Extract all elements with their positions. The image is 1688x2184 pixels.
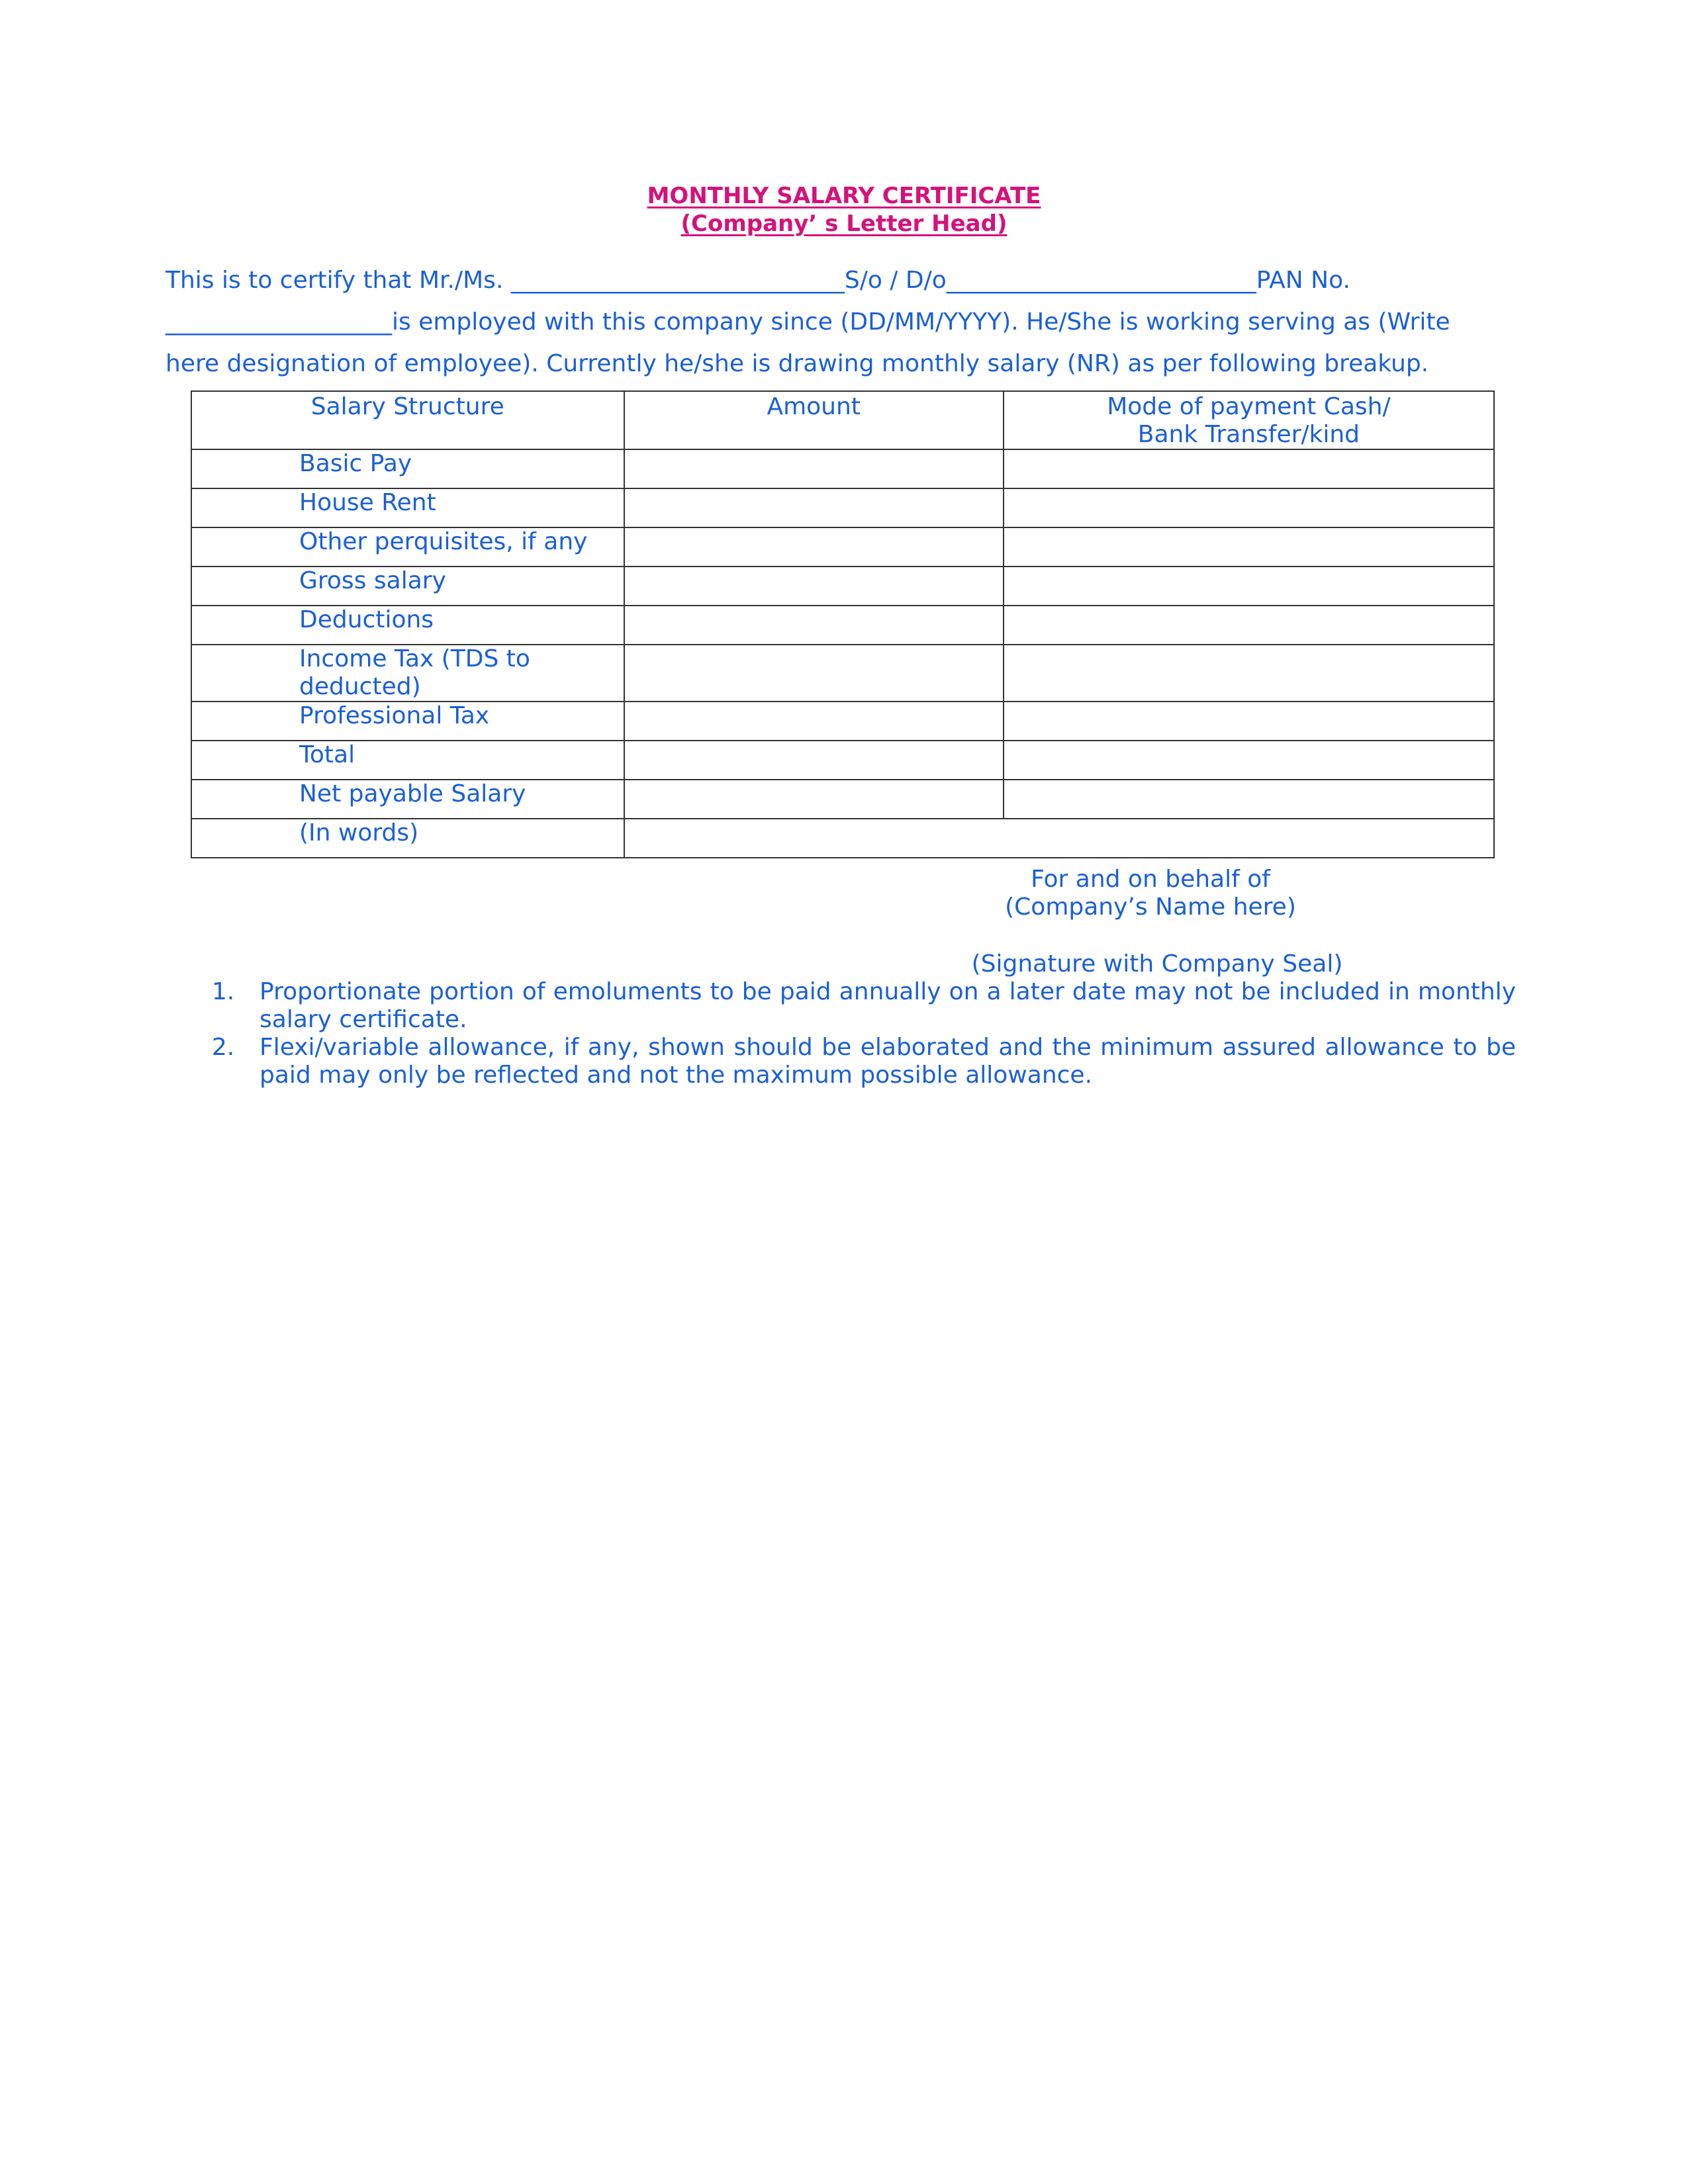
payment-mode-cell (1004, 567, 1494, 606)
certification-paragraph (165, 259, 1509, 385)
pan-label: PAN No. (1256, 267, 1350, 294)
salary-table (191, 390, 1495, 858)
row-label-professional-tax: Professional Tax (191, 702, 624, 741)
payment-mode-cell (1004, 488, 1494, 527)
list-item (212, 1034, 1516, 1089)
amount-cell (624, 488, 1004, 527)
relation-label: S/o / D/o (844, 267, 947, 294)
employment-text: is employed with this company since (DD/MM/YYYY). He/She is working serving as (Write (392, 308, 1450, 336)
payment-mode-cell (1004, 527, 1494, 567)
amount-cell (624, 567, 1004, 606)
amount-cell (624, 606, 1004, 645)
row-label-deductions: Deductions (191, 606, 624, 645)
note-text: Proportionate portion of emoluments to be paid annually on a later date may not be included in monthly salary certificate. (259, 978, 1516, 1033)
pan-number-blank: ___________________ (165, 308, 392, 336)
parent-name-blank: __________________________ (946, 267, 1256, 294)
row-label-total: Total (191, 741, 624, 780)
amount-cell (624, 645, 1004, 702)
amount-cell (624, 702, 1004, 741)
table-header-row (191, 391, 1494, 449)
row-label-income-tax: Income Tax (TDS to deducted) (191, 645, 624, 702)
note-number: 2. (212, 1034, 235, 1061)
behalf-text: For and on behalf of (1031, 866, 1270, 893)
row-label-house-rent: House Rent (191, 488, 624, 527)
intro-certify-text: This is to certify that Mr./Ms. (165, 267, 504, 294)
payment-mode-cell (1004, 741, 1494, 780)
employee-name-blank: ____________________________ (510, 267, 845, 294)
table-row (191, 488, 1494, 527)
table-row (191, 645, 1494, 702)
amount-cell (624, 741, 1004, 780)
table-row (191, 527, 1494, 567)
table-row (191, 819, 1494, 858)
list-item (212, 978, 1516, 1034)
header-amount: Amount (624, 391, 1004, 449)
document-subtitle: (Company’ s Letter Head) (680, 210, 1008, 237)
row-label-other-perquisites: Other perquisites, if any (191, 527, 624, 567)
document-title: MONTHLY SALARY CERTIFICATE (647, 183, 1041, 209)
intro-line-1 (165, 259, 1509, 301)
note-text: Flexi/variable allowance, if any, shown should be elaborated and the minimum assured allowance to be paid may only be reflected and not the maximum possible allowance. (259, 1034, 1516, 1089)
payment-mode-cell (1004, 780, 1494, 819)
payment-mode-cell (1004, 645, 1494, 702)
intro-line-2 (165, 301, 1509, 343)
amount-cell (624, 780, 1004, 819)
row-label-basic-pay: Basic Pay (191, 449, 624, 488)
note-number: 1. (212, 978, 235, 1005)
payment-mode-cell (1004, 702, 1494, 741)
amount-cell (624, 527, 1004, 567)
payment-mode-cell (1004, 606, 1494, 645)
amount-cell (624, 449, 1004, 488)
intro-line-3 (165, 343, 1509, 385)
table-row (191, 741, 1494, 780)
breakup-text: here designation of employee). Currently he/she is drawing monthly salary (NR) as per following breakup. (165, 350, 1429, 377)
payment-mode-cell (1004, 449, 1494, 488)
header-payment-mode: Mode of payment Cash/ Bank Transfer/kind (1004, 391, 1494, 449)
signature-line: (Signature with Company Seal) (971, 950, 1343, 978)
table-row (191, 606, 1494, 645)
header-salary-structure: Salary Structure (191, 391, 624, 449)
notes-list (212, 978, 1516, 1089)
table-row (191, 567, 1494, 606)
row-label-net-payable: Net payable Salary (191, 780, 624, 819)
company-name-placeholder: (Company’s Name here) (1005, 893, 1296, 921)
row-label-gross-salary: Gross salary (191, 567, 624, 606)
table-row (191, 780, 1494, 819)
in-words-cell (624, 819, 1494, 858)
table-row (191, 449, 1494, 488)
table-row (191, 702, 1494, 741)
row-label-in-words: (In words) (191, 819, 624, 858)
